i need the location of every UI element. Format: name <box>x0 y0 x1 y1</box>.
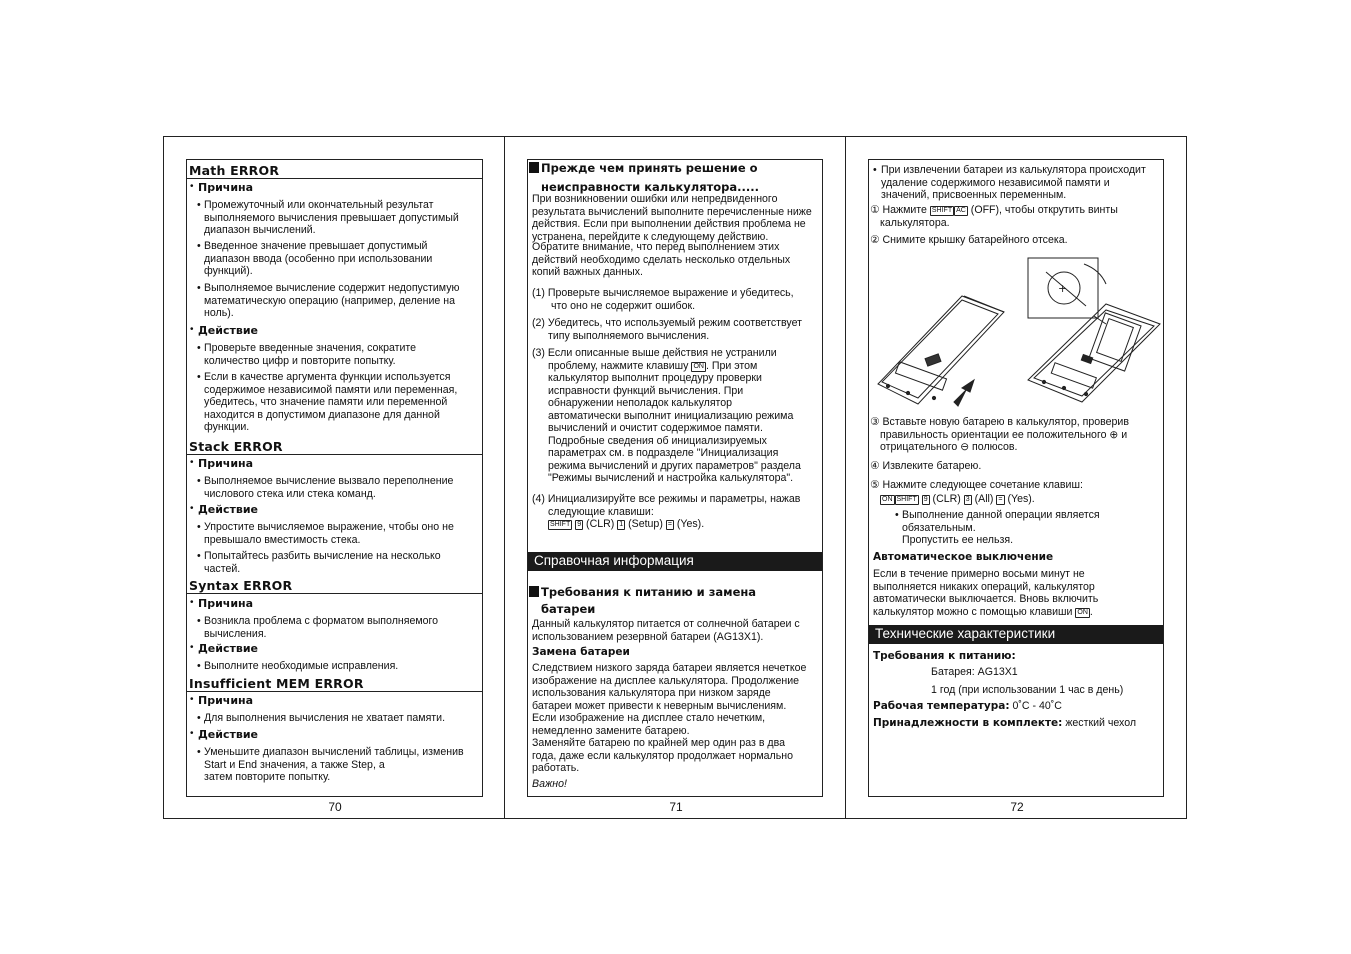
syntax-cause-line: Возникла проблема с форматом выполняемого <box>204 615 439 627</box>
step-1 <box>870 204 1118 217</box>
step-line: обнаружении неполадок калькулятор <box>548 397 733 409</box>
mem-error-title: Insufficient MEM ERROR <box>189 676 364 691</box>
step-number: ① <box>870 204 880 216</box>
replace-line: немедленно замените батарею. <box>532 724 690 737</box>
auto-off-line <box>873 606 1093 619</box>
math-cause-line: диапазон вычислений. <box>204 224 316 236</box>
math-action-line: функции. <box>204 421 250 433</box>
step-5-note: Выполнение данной операции является <box>902 509 1100 521</box>
bullet: • <box>190 694 194 705</box>
calculator-back-left <box>878 296 1004 404</box>
calculator-back-left-inner <box>882 300 998 398</box>
step-line: режима вычислений и других параметров" раздела <box>548 459 801 472</box>
bullet: • <box>190 324 194 335</box>
step-line: Подробные сведения об инициализируемых <box>548 434 767 447</box>
mem-action-line: Уменьшите диапазон вычислений таблицы, изменив <box>204 746 464 758</box>
power-heading-line: батареи <box>541 602 596 616</box>
temperature-label: Рабочая температура: <box>873 700 1010 712</box>
stack-action-line: Попытайтесь разбить вычисление на несколько <box>204 550 441 562</box>
key-label: (All) <box>974 493 994 505</box>
step-line: следующие клавиши: <box>548 505 654 518</box>
step-line: (3) Если описанные выше действия не устранили <box>532 347 777 359</box>
page-number: 72 <box>1010 800 1024 814</box>
step-line: исправности функций вычисления. При <box>548 384 744 397</box>
page-divider <box>504 136 505 819</box>
bullet: • <box>197 240 201 252</box>
auto-off-line: автоматически выключается. Вновь включить <box>873 593 1099 605</box>
page-71-panel <box>527 159 823 797</box>
remove-note-line: При извлечении батареи из калькулятора происходит <box>881 164 1146 176</box>
page-number: 70 <box>328 800 342 814</box>
bullet: • <box>197 615 201 627</box>
svg-text:+: + <box>1058 282 1068 295</box>
note-line: Обратите внимание, что перед выполнением этих <box>532 241 780 253</box>
step-2 <box>870 234 1068 247</box>
bullet: • <box>895 509 899 521</box>
math-error-cause-label: Причина <box>198 181 254 194</box>
math-cause-line: Выполняемое вычисление содержит недопустимую <box>204 282 460 294</box>
math-action-line: убедитесь, что значение памяти или переменной <box>204 396 448 408</box>
key-9: 9 <box>923 496 928 503</box>
mem-action-line: Start и End значения, а также Step, а <box>204 758 385 771</box>
step-text: Снимите крышку батарейного отсека. <box>882 234 1068 246</box>
bullet: • <box>197 371 201 383</box>
bullet: • <box>197 282 201 294</box>
auto-off-line: Если в течение примерно восьми минут не <box>873 568 1085 580</box>
divider <box>187 593 483 594</box>
battery-life-value: 1 год (при использовании 1 час в день) <box>931 684 1124 696</box>
step-5-note: Пропустить ее нельзя. <box>902 534 1014 546</box>
accessories-label: Принадлежности в комплекте: <box>873 717 1063 729</box>
bullet: • <box>197 712 201 724</box>
auto-off-text: калькулятор можно с помощью клавиши <box>873 605 1073 618</box>
key-label: (Yes). <box>1007 493 1035 505</box>
bullet: • <box>190 728 194 739</box>
step-number: ④ <box>870 460 880 472</box>
math-cause-line: Промежуточный или окончательный результат <box>204 199 434 211</box>
bullet: • <box>197 521 201 533</box>
power-line: использованием резервной батареи (AG13X1). <box>532 630 764 643</box>
step-4 <box>870 460 981 473</box>
intro-line: При возникновении ошибки или непредвиденного <box>532 193 778 205</box>
bullet: • <box>190 457 194 468</box>
shift-key: SHIFT <box>896 496 917 503</box>
replace-line: года, даже если калькулятор продолжает нормально <box>532 749 794 762</box>
auto-off-line: выполняется никаких операций, калькулятор <box>873 580 1095 593</box>
stack-action-line: Упростите вычисляемое выражение, чтобы оно не <box>204 521 454 533</box>
key-1: 1 <box>619 521 624 528</box>
math-error-title: Math ERROR <box>189 163 280 178</box>
math-cause-line: ноль). <box>204 307 234 319</box>
step-3 <box>870 416 1129 429</box>
stack-action-line: частей. <box>204 562 241 575</box>
divider <box>187 178 483 179</box>
bullet: • <box>197 550 201 562</box>
replace-line: Если изображение на дисплее стало нечетким, <box>532 712 766 724</box>
step-line-text: проблему, нажмите клавишу <box>548 359 689 372</box>
accessories-row <box>873 717 1136 730</box>
step-text: Нажмите следующее сочетание клавиш: <box>882 479 1083 491</box>
step-line: "Режимы вычислений и настройка калькулятора". <box>548 472 794 484</box>
key-label: (Yes). <box>676 518 705 530</box>
math-action-line: Проверьте введенные значения, сократите <box>204 342 417 354</box>
replace-line: изображение на дисплее калькулятора. Продолжение <box>532 674 800 687</box>
step-line: калькулятор выполнит процедуру проверки <box>548 372 762 384</box>
replace-line: работать. <box>532 762 580 774</box>
step-line <box>548 360 757 373</box>
bullet: • <box>873 164 877 176</box>
remove-note-line: удаление содержимого независимой памяти и <box>881 176 1110 189</box>
syntax-error-cause-label: Причина <box>198 597 254 610</box>
step-line: (1) Проверьте вычисляемое выражение и убедитесь, <box>532 287 794 299</box>
bullet: • <box>190 181 194 192</box>
step-5-keys <box>880 493 1035 506</box>
step-line: типу выполняемого вычисления. <box>548 329 710 342</box>
page-70-panel <box>186 159 483 797</box>
temperature-value: 0˚C - 40˚C <box>1012 700 1062 712</box>
key-label: (CLR) <box>586 518 615 530</box>
bullet: • <box>190 597 194 608</box>
divider <box>187 691 483 692</box>
troubleshoot-heading <box>529 161 758 175</box>
troubleshoot-heading-line: Прежде чем принять решение о <box>541 161 758 175</box>
important-label: Важно! <box>532 778 567 790</box>
arrow-up-icon <box>954 380 974 406</box>
on-key: ON <box>693 362 704 370</box>
key-label: (CLR) <box>932 493 961 505</box>
step-number: ⑤ <box>870 479 880 491</box>
bullet: • <box>190 642 194 653</box>
shift-key: SHIFT <box>931 207 953 214</box>
math-cause-line: функций). <box>204 265 253 277</box>
mem-cause-line: Для выполнения вычисления не хватает памяти. <box>204 712 446 724</box>
bullet: • <box>197 342 201 354</box>
step-text: Извлеките батарею. <box>882 460 982 472</box>
battery-replacement-illustration <box>874 256 1164 416</box>
temperature-row <box>873 700 1062 713</box>
equals-key: = <box>667 521 672 528</box>
intro-line: устранена, перейдите к следующему действию. <box>532 230 769 243</box>
stack-error-cause-label: Причина <box>198 457 254 470</box>
equals-key: = <box>998 496 1003 503</box>
syntax-action-line: Выполните необходимые исправления. <box>204 660 399 672</box>
note-line: копий важных данных. <box>532 266 643 278</box>
bullet: • <box>197 660 201 672</box>
auto-off-label: Автоматическое выключение <box>873 551 1054 563</box>
step-line: параметрах см. в подразделе "Инициализация <box>548 447 779 459</box>
mem-error-action-label: Действие <box>198 728 258 741</box>
math-cause-line: математическую операцию (например, деление на <box>204 294 456 307</box>
auto-off-text: . <box>1089 605 1093 618</box>
step-5-note: обязательным. <box>902 521 976 534</box>
step-number: ② <box>870 234 880 246</box>
square-bullet-icon <box>529 586 539 597</box>
on-key: ON <box>882 496 893 503</box>
page-divider <box>845 136 846 819</box>
page-72-panel <box>868 159 1164 797</box>
math-cause-line: Введенное значение превышает допустимый <box>204 240 428 252</box>
key-label: (Setup) <box>628 518 663 530</box>
bullet: • <box>197 746 201 758</box>
specifications-bar: Технические характеристики <box>869 625 1164 644</box>
on-key: ON <box>1077 608 1088 616</box>
stack-error-action-label: Действие <box>198 503 258 516</box>
step-line: вычислений и очистит содержимое памяти. <box>548 422 763 434</box>
math-action-line: содержимое независимой памяти или переменная, <box>204 383 458 396</box>
page-number: 71 <box>669 800 683 814</box>
shift-key: SHIFT <box>550 521 571 528</box>
divider <box>187 454 483 455</box>
power-heading <box>529 585 756 599</box>
power-req-label: Требования к питанию: <box>873 650 1016 662</box>
math-action-line: Если в качестве аргумента функции используется <box>204 371 451 383</box>
syntax-error-action-label: Действие <box>198 642 258 655</box>
stack-cause-line: Выполняемое вычисление вызвало переполнение <box>204 475 454 487</box>
step-line: (2) Убедитесь, что используемый режим соответствует <box>532 317 802 329</box>
replace-line: батареи может привести к неверным вычислениям. <box>532 699 787 712</box>
math-cause-line: диапазон ввода (особенно при использовании <box>204 252 433 265</box>
syntax-cause-line: вычисления. <box>204 627 267 640</box>
step-line: автоматически выполнит инициализацию режима <box>548 409 794 422</box>
stack-action-line: превышало вместимость стека. <box>204 533 361 546</box>
replace-line: использования калькулятора при низком заряде <box>532 687 771 699</box>
step-number: ③ <box>870 416 880 428</box>
key-3: 3 <box>965 496 970 503</box>
step-line: (4) Инициализируйте все режимы и параметры, нажав <box>532 493 801 505</box>
step-5 <box>870 479 1083 492</box>
math-cause-line: выполняемого вычисления превышает допустимый <box>204 211 459 224</box>
mem-error-cause-label: Причина <box>198 694 254 707</box>
battery-value: Батарея: AG13X1 <box>931 666 1018 678</box>
power-heading-line: Требования к питанию и замена <box>541 585 757 599</box>
math-error-action-label: Действие <box>198 324 258 337</box>
step-text: Нажмите <box>882 204 927 216</box>
math-action-line: количество цифр и повторите попытку. <box>204 354 396 367</box>
bullet: • <box>197 199 201 211</box>
power-line: Данный калькулятор питается от солнечной батареи с <box>532 618 800 630</box>
bullet: • <box>197 475 201 487</box>
intro-line: результата вычислений выполните перечисленные ниже <box>532 205 812 218</box>
step-text: (OFF), чтобы открутить винты <box>970 204 1118 216</box>
remove-note-line: значений, присвоенных переменным. <box>881 189 1067 201</box>
step-text: Вставьте новую батарею в калькулятор, проверив <box>882 416 1129 428</box>
stack-cause-line: числового стека или стека команд. <box>204 487 376 500</box>
stack-error-title: Stack ERROR <box>189 439 283 454</box>
replace-line: Следствием низкого заряда батареи является нечеткое <box>532 662 807 674</box>
step-1-line: калькулятора. <box>880 216 950 229</box>
bullet: • <box>190 503 194 514</box>
calculator-back-right <box>1028 304 1160 402</box>
replace-battery-label: Замена батареи <box>532 646 630 658</box>
key-9: 9 <box>577 521 582 528</box>
math-action-line: находится в допустимом диапазоне для данной <box>204 408 440 421</box>
ac-key: AC <box>956 207 966 214</box>
key-sequence <box>548 518 704 531</box>
step-3-line: отрицательного ⊖ полюсов. <box>880 441 1018 453</box>
note-line: действий необходимо сделать несколько отдельных <box>532 253 791 266</box>
mem-action-line: затем повторите попытку. <box>204 771 331 783</box>
troubleshoot-heading-line: неисправности калькулятора..... <box>541 180 759 194</box>
syntax-error-title: Syntax ERROR <box>189 578 293 593</box>
step-line: что оно не содержит ошибок. <box>551 299 696 312</box>
reference-info-bar: Справочная информация <box>528 552 823 571</box>
step-3-line: правильность ориентации ее положительного ⊕ и <box>880 428 1128 441</box>
replace-line: Заменяйте батарею по крайней мер один раз в два <box>532 737 786 749</box>
square-bullet-icon <box>529 162 539 173</box>
intro-line: действия. Если при выполнении действия проблема не <box>532 218 806 230</box>
step-line-text: . При этом <box>705 359 758 372</box>
accessories-value: жесткий чехол <box>1065 717 1137 729</box>
